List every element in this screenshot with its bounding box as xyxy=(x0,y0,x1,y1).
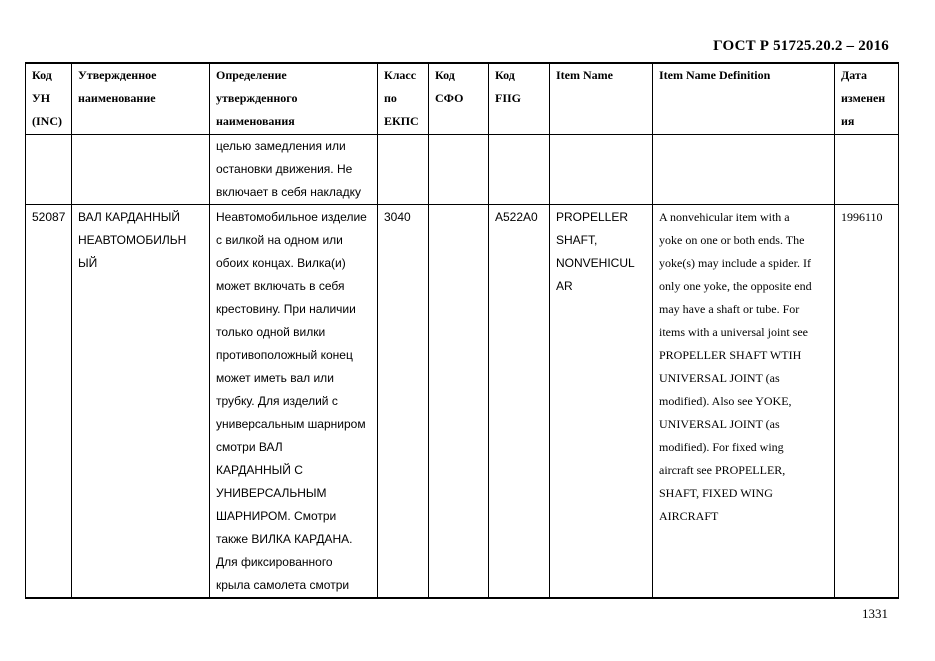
header-definition: Определение утвержденного наименования xyxy=(210,63,378,135)
cell-definition-continued: целью замедления или остановки движения. Не включает в себя накладку xyxy=(210,135,378,205)
cell-item-name-empty xyxy=(550,135,653,205)
cell-fiig-empty xyxy=(489,135,550,205)
cell-date-empty xyxy=(835,135,899,205)
header-item-name-definition: Item Name Definition xyxy=(653,63,835,135)
header-class-ekps: Класс по ЕКПС xyxy=(378,63,429,135)
cell-inc-code: 52087 xyxy=(26,205,72,599)
header-sfo-code: Код СФО xyxy=(429,63,489,135)
page-number: 1331 xyxy=(862,606,888,621)
cell-inc-empty xyxy=(26,135,72,205)
header-inc-code: Код УН (INC) xyxy=(26,63,72,135)
cell-sfo-empty xyxy=(429,135,489,205)
catalog-table xyxy=(25,62,899,599)
header-fiig-code: Код FIIG xyxy=(489,63,550,135)
header-approved-name: Утвержденное наименование xyxy=(72,63,210,135)
table-row-continued xyxy=(26,135,899,205)
cell-class-ekps: 3040 xyxy=(378,205,429,599)
cell-item-name-definition: A nonvehicular item with a yoke on one or both ends. The yoke(s) may include a spider. If only one yoke, the opposite end may have a shaft or tube. For items with a universal joint see PROPELLER SHAFT WTIH UNIVERSAL JOINT (as modified). Also see YOKE, UNIVERSAL JOINT (as modified). For fixed wing aircraft see PROPELLER, SHAFT, FIXED WING AIRCRAFT xyxy=(653,205,835,599)
cell-fiig-code: A522A0 xyxy=(489,205,550,599)
cell-item-name: PROPELLER SHAFT, NONVEHICUL AR xyxy=(550,205,653,599)
header-change-date: Дата изменен ия xyxy=(835,63,899,135)
header-item-name: Item Name xyxy=(550,63,653,135)
cell-definition: Неавтомобильное изделие с вилкой на одном или обоих концах. Вилка(и) может включать в себя крестовину. При наличии только одной вилки противоположный конец может иметь вал или трубку. Для изделий с универсальным шарниром смотри ВАЛ КАРДАННЫЙ С УНИВЕРСАЛЬНЫМ ШАРНИРОМ. Смотри также ВИЛКА КАРДАНА. Для фиксированного крыла самолета смотри xyxy=(210,205,378,599)
table-header-row xyxy=(26,63,899,135)
cell-name-empty xyxy=(72,135,210,205)
cell-item-definition-empty xyxy=(653,135,835,205)
table-row xyxy=(26,205,899,599)
cell-change-date: 1996110 xyxy=(835,205,899,599)
cell-sfo-code xyxy=(429,205,489,599)
cell-class-empty xyxy=(378,135,429,205)
document-standard-header: ГОСТ Р 51725.20.2 – 2016 xyxy=(713,38,889,54)
cell-approved-name: ВАЛ КАРДАННЫЙ НЕАВТОМОБИЛЬН ЫЙ xyxy=(72,205,210,599)
